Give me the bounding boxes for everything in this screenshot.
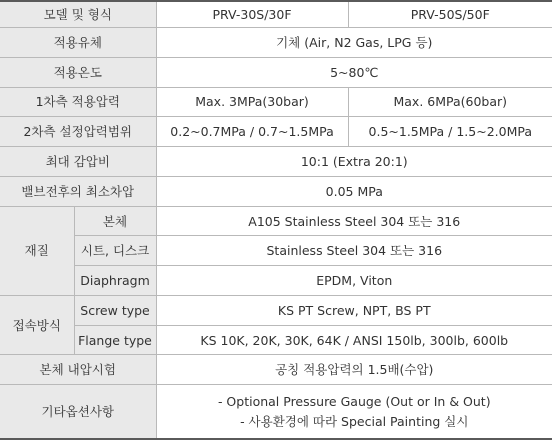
inlet-b: Max. 6MPa(60bar) <box>348 87 552 117</box>
seat-value: Stainless Steel 304 또는 316 <box>156 236 552 266</box>
diaphragm-value: EPDM, Viton <box>156 266 552 296</box>
outlet-label: 2차측 설정압력범위 <box>0 117 156 147</box>
hydro-label: 본체 내압시험 <box>0 355 156 385</box>
inlet-label: 1차측 적용압력 <box>0 87 156 117</box>
row-material-diaphragm <box>0 266 552 296</box>
hydro-value: 공칭 적용압력의 1.5배(수압) <box>156 355 552 385</box>
row-ratio <box>0 147 552 177</box>
diff-value: 0.05 MPa <box>156 176 552 206</box>
option-item: - 사용환경에 따라 Special Painting 실시 <box>240 413 469 429</box>
model-b: PRV-50S/50F <box>348 1 552 28</box>
diaphragm-label: Diaphragm <box>74 266 156 296</box>
screw-label: Screw type <box>74 295 156 325</box>
ratio-value: 10:1 (Extra 20:1) <box>156 147 552 177</box>
screw-value: KS PT Screw, NPT, BS PT <box>156 295 552 325</box>
connection-label: 접속방식 <box>0 295 74 355</box>
model-a: PRV-30S/30F <box>156 1 348 28</box>
row-min-diff <box>0 176 552 206</box>
fluid-label: 적용유체 <box>0 28 156 58</box>
row-outlet-range <box>0 117 552 147</box>
options-cell <box>156 385 552 439</box>
flange-value: KS 10K, 20K, 30K, 64K / ANSI 150lb, 300lb, 600lb <box>156 325 552 355</box>
outlet-b: 0.5~1.5MPa / 1.5~2.0MPa <box>348 117 552 147</box>
row-temp <box>0 57 552 87</box>
option-item: - Optional Pressure Gauge (Out or In & Out) <box>217 393 491 409</box>
row-material-body <box>0 206 552 236</box>
row-connection-flange <box>0 325 552 355</box>
temp-value: 5~80℃ <box>156 57 552 87</box>
row-connection-screw <box>0 295 552 325</box>
model-label: 모델 및 형식 <box>0 1 156 28</box>
inlet-a: Max. 3MPa(30bar) <box>156 87 348 117</box>
temp-label: 적용온도 <box>0 57 156 87</box>
fluid-value: 기체 (Air, N2 Gas, LPG 등) <box>156 28 552 58</box>
row-fluid <box>0 28 552 58</box>
flange-label: Flange type <box>74 325 156 355</box>
row-material-seat <box>0 236 552 266</box>
row-options <box>0 385 552 439</box>
outlet-a: 0.2~0.7MPa / 0.7~1.5MPa <box>156 117 348 147</box>
row-inlet-pressure <box>0 87 552 117</box>
body-label: 본체 <box>74 206 156 236</box>
ratio-label: 최대 감압비 <box>0 147 156 177</box>
material-label: 재질 <box>0 206 74 295</box>
diff-label: 밸브전후의 최소차압 <box>0 176 156 206</box>
body-value: A105 Stainless Steel 304 또는 316 <box>156 206 552 236</box>
seat-label: 시트, 디스크 <box>74 236 156 266</box>
options-label: 기타옵션사항 <box>0 385 156 439</box>
row-model <box>0 1 552 28</box>
row-hydro-test <box>0 355 552 385</box>
